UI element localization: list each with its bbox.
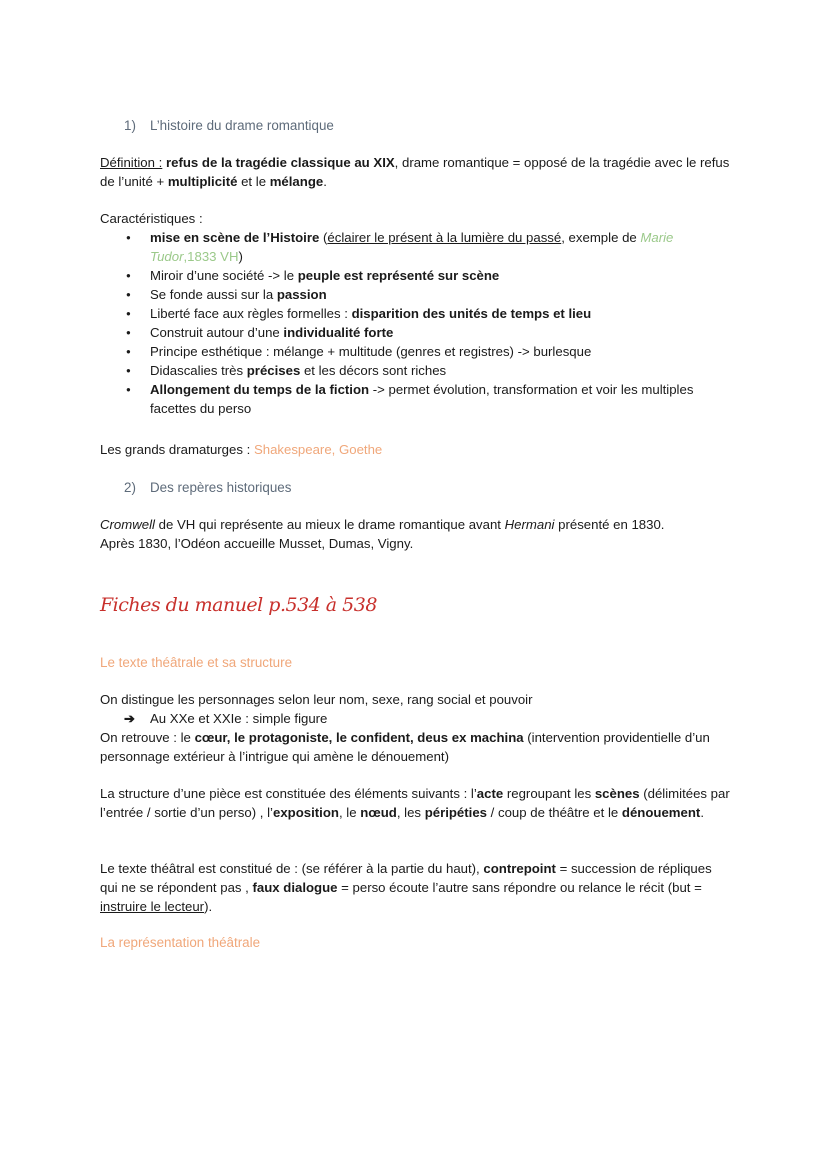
historique-paragraph [100,515,732,553]
text: On retrouve : le [100,730,195,745]
text: = succession de répliques qui ne se répondent pas , [100,861,712,895]
text: (délimitées par l’entrée / sortie d’un perso) , l’ [100,786,730,820]
text: Se fonde aussi sur la [150,287,277,302]
caracteristiques-label: Caractéristiques : [100,211,203,226]
list-item [100,342,732,361]
text: , les [396,805,425,820]
constitution-paragraph [100,859,732,916]
text: ). [204,899,213,914]
section-number: 1) [124,118,136,133]
historique-line [100,515,732,534]
list-item [100,380,732,418]
section-heading-reperes [100,478,732,497]
bold-term: peuple est représenté sur scène [297,268,500,283]
dramaturges-label: Les grands dramaturges : [100,442,254,457]
bold-term: cœur, le protagoniste, le confident, deus ex machina [194,730,524,745]
bold-term: disparition des unités de temps et lieu [351,306,592,321]
work-title: Marie Tudor [150,230,674,264]
bold-term: refus de la tragédie classique au XIX [165,155,395,170]
personnages-block [100,690,732,766]
text: Le texte théâtral est constitué de : (se référer à la partie du haut), [100,861,484,876]
text-line [100,728,732,766]
text: Principe esthétique : mélange + multitude (genres et registres) -> burlesque [150,344,592,359]
list-item [100,361,732,380]
text: Au XXe et XXIe : simple figure [150,711,328,726]
historique-line: Après 1830, l’Odéon accueille Musset, Dumas, Vigny. [100,536,414,551]
texte-theatrale-heading: Le texte théâtrale et sa structure [100,655,293,670]
bold-term: dénouement [621,805,701,820]
bold-term: péripéties [424,805,487,820]
text: = perso écoute l’autre sans répondre ou relance le récit (but = [337,880,702,895]
arrow-icon: ➔ [124,711,136,726]
text: de VH qui représente au mieux le drame romantique avant [154,517,505,532]
text: -> permet évolution, transformation et voir les multiples facettes du perso [150,382,694,416]
text: (intervention providentielle d’un personnage extérieur à l’intrigue qui amène le dénouement) [100,730,710,764]
bold-term: mélange [269,174,324,189]
list-item [100,228,732,266]
underlined-text: éclairer le présent à la lumière du passé [327,230,562,245]
list-item [100,285,732,304]
bold-term: nœud [360,805,397,820]
arrow-item [100,709,732,728]
work-title: Hermani [504,517,555,532]
text: ) [238,249,243,264]
bold-term: contrepoint [483,861,556,876]
section-title: L’histoire du drame romantique [150,118,334,133]
section-heading-histoire [100,116,732,135]
text: La structure d’une pièce est constituée des éléments suivants : l’ [100,786,477,801]
text: et le [237,174,270,189]
text: , le [338,805,361,820]
underlined-text: instruire le lecteur [100,899,205,914]
list-item [100,266,732,285]
bold-term: précises [246,363,301,378]
bold-term: scènes [594,786,640,801]
text: Miroir d’une société -> le [150,268,298,283]
fiches-heading: Fiches du manuel p.534 à 538 [100,594,377,616]
section-title: Des repères historiques [150,480,292,495]
representation-heading: La représentation théâtrale [100,935,261,950]
definition-paragraph [100,153,732,191]
text: Didascalies très [150,363,247,378]
structure-paragraph [100,784,732,822]
bold-term: exposition [272,805,339,820]
caracteristiques-block [100,209,732,418]
work-date: ,1833 VH [183,249,239,264]
text: ( [319,230,328,245]
list-item [100,323,732,342]
text: regroupant les [503,786,595,801]
text: Construit autour d’une [150,325,284,340]
text: / coup de théâtre et le [487,805,622,820]
bold-term: faux dialogue [252,880,338,895]
text: , exemple de [561,230,641,245]
caracteristiques-list [100,228,732,418]
dramaturges-line [100,440,732,459]
bold-term: Allongement du temps de la fiction [150,382,370,397]
bold-term: mise en scène de l’Histoire [150,230,320,245]
text-line: On distingue les personnages selon leur nom, sexe, rang social et pouvoir [100,692,533,707]
bold-term: individualité forte [283,325,394,340]
section-number: 2) [124,480,136,495]
text: présenté en 1830. [554,517,665,532]
definition-label: Définition : [100,155,163,170]
dramaturges-names: Shakespeare, Goethe [253,442,383,457]
bold-term: multiplicité [167,174,238,189]
bold-term: acte [476,786,504,801]
text: et les décors sont riches [300,363,447,378]
list-item [100,304,732,323]
work-title: Cromwell [100,517,155,532]
text: Liberté face aux règles formelles : [150,306,352,321]
text: . [323,174,327,189]
text: , drame romantique = opposé de la tragédie avec le refus de l’unité + [100,155,730,189]
bold-term: passion [276,287,327,302]
text: . [700,805,704,820]
